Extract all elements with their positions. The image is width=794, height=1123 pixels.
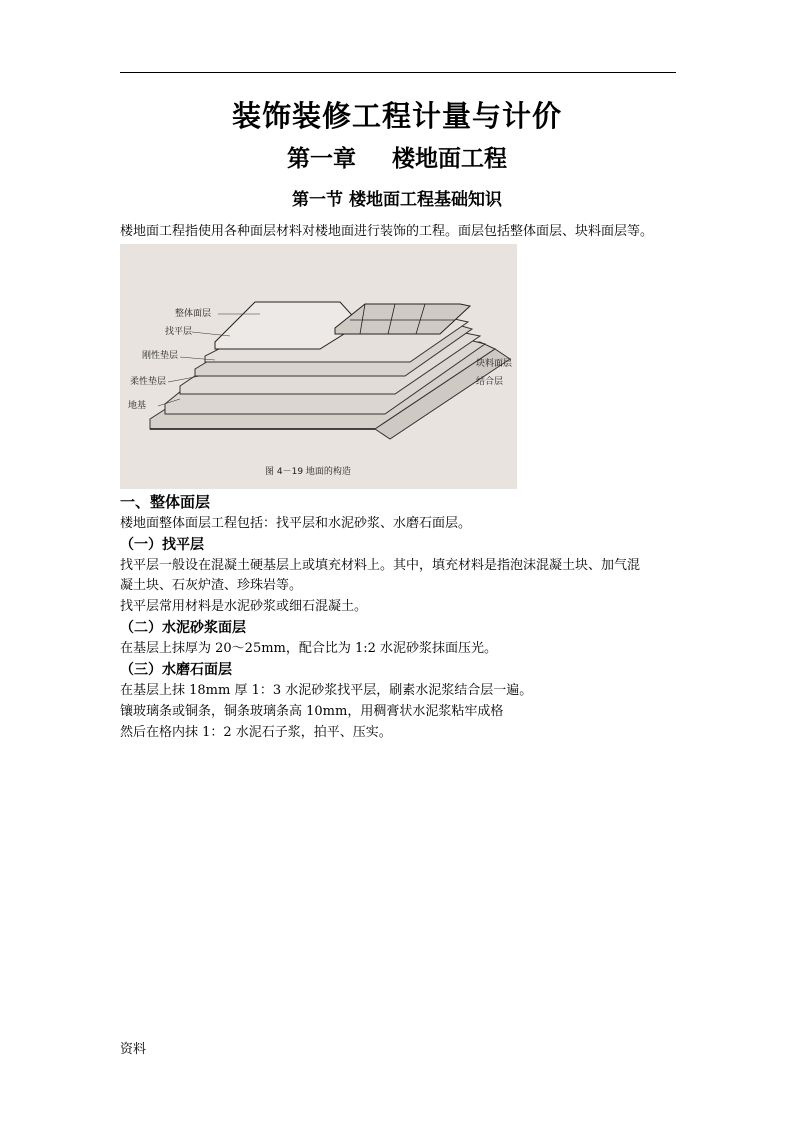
paragraph-c3: 然后在格内抹 1：2 水泥石子浆，拍平、压实。 — [120, 725, 392, 740]
label-flexible-cushion: 柔性垫层 — [130, 377, 167, 387]
label-bonding-layer: 结合层 — [476, 377, 504, 387]
label-overall-surface: 整体面层 — [175, 309, 212, 319]
chapter-number: 第一章 — [287, 145, 356, 172]
label-leveling-layer: 找平层 — [165, 327, 193, 337]
floor-structure-figure — [120, 244, 517, 489]
paragraph-c2: 镶玻璃条或铜条，铜条玻璃条高 10mm，用稠膏状水泥浆粘牢成格 — [120, 704, 504, 719]
intro-paragraph: 楼地面工程指使用各种面层材料对楼地面进行装饰的工程。面层包括整体面层、块料面层等。 — [120, 224, 654, 239]
chapter-name: 楼地面工程 — [392, 145, 507, 172]
label-block-surface: 块料面层 — [476, 359, 513, 369]
paragraph-a3: 找平层常用材料是水泥砂浆或细石混凝土。 — [120, 599, 368, 614]
label-rigid-cushion: 刚性垫层 — [142, 351, 179, 361]
header-rule — [120, 72, 676, 73]
footer-text: 资料 — [120, 1042, 147, 1057]
heading-one: 一、整体面层 — [120, 493, 211, 511]
heading-c: （三）水磨石面层 — [120, 662, 232, 678]
document-title: 装饰装修工程计量与计价 — [231, 99, 562, 133]
paragraph-a1: 找平层一般设在混凝土硬基层上或填充材料上。其中，填充材料是指泡沫混凝土块、加气混 — [120, 558, 641, 573]
figure-caption: 图 4－19 地面的构造 — [265, 467, 351, 477]
paragraph-b1: 在基层上抹厚为 20～25mm，配合比为 1:2 水泥砂浆抹面压光。 — [120, 641, 498, 656]
section-heading: 第一节 楼地面工程基础知识 — [292, 190, 502, 210]
heading-b: （二）水泥砂浆面层 — [120, 620, 246, 636]
label-foundation: 地基 — [128, 401, 147, 411]
paragraph-one: 楼地面整体面层工程包括：找平层和水泥砂浆、水磨石面层。 — [120, 516, 472, 531]
chapter-heading — [0, 142, 794, 176]
heading-a: （一）找平层 — [120, 537, 204, 553]
paragraph-c1: 在基层上抹 18mm 厚 1：3 水泥砂浆找平层，刷素水泥浆结合层一遍。 — [120, 683, 533, 698]
paragraph-a2: 凝土块、石灰炉渣、珍珠岩等。 — [120, 578, 303, 593]
